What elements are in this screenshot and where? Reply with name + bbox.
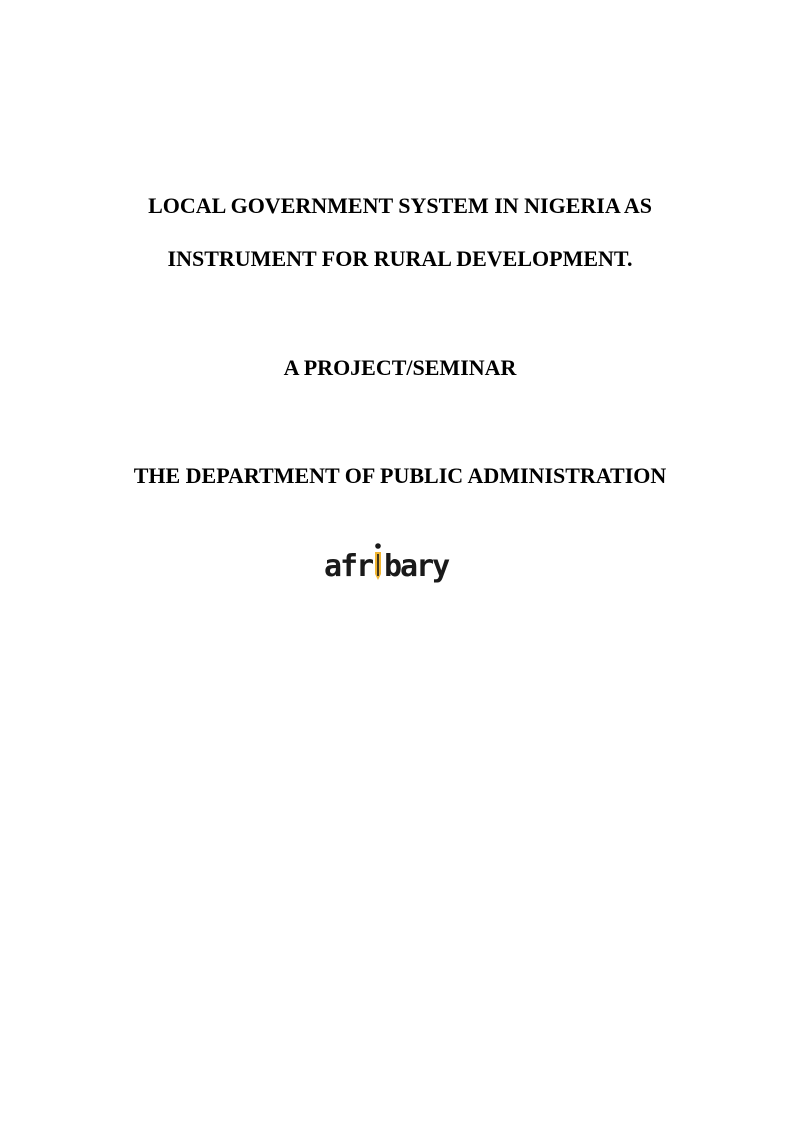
title-line-2: INSTRUMENT FOR RURAL DEVELOPMENT. <box>167 246 633 271</box>
subtitle: A PROJECT/SEMINAR <box>283 355 517 380</box>
svg-text:bary: bary <box>384 549 449 584</box>
afribary-logo <box>0 540 800 595</box>
afribary-logo-icon <box>320 540 480 590</box>
title-line-1: LOCAL GOVERNMENT SYSTEM IN NIGERIA AS <box>148 193 652 218</box>
department-name: THE DEPARTMENT OF PUBLIC ADMINISTRATION <box>133 463 667 488</box>
svg-text:afr: afr <box>324 549 373 584</box>
